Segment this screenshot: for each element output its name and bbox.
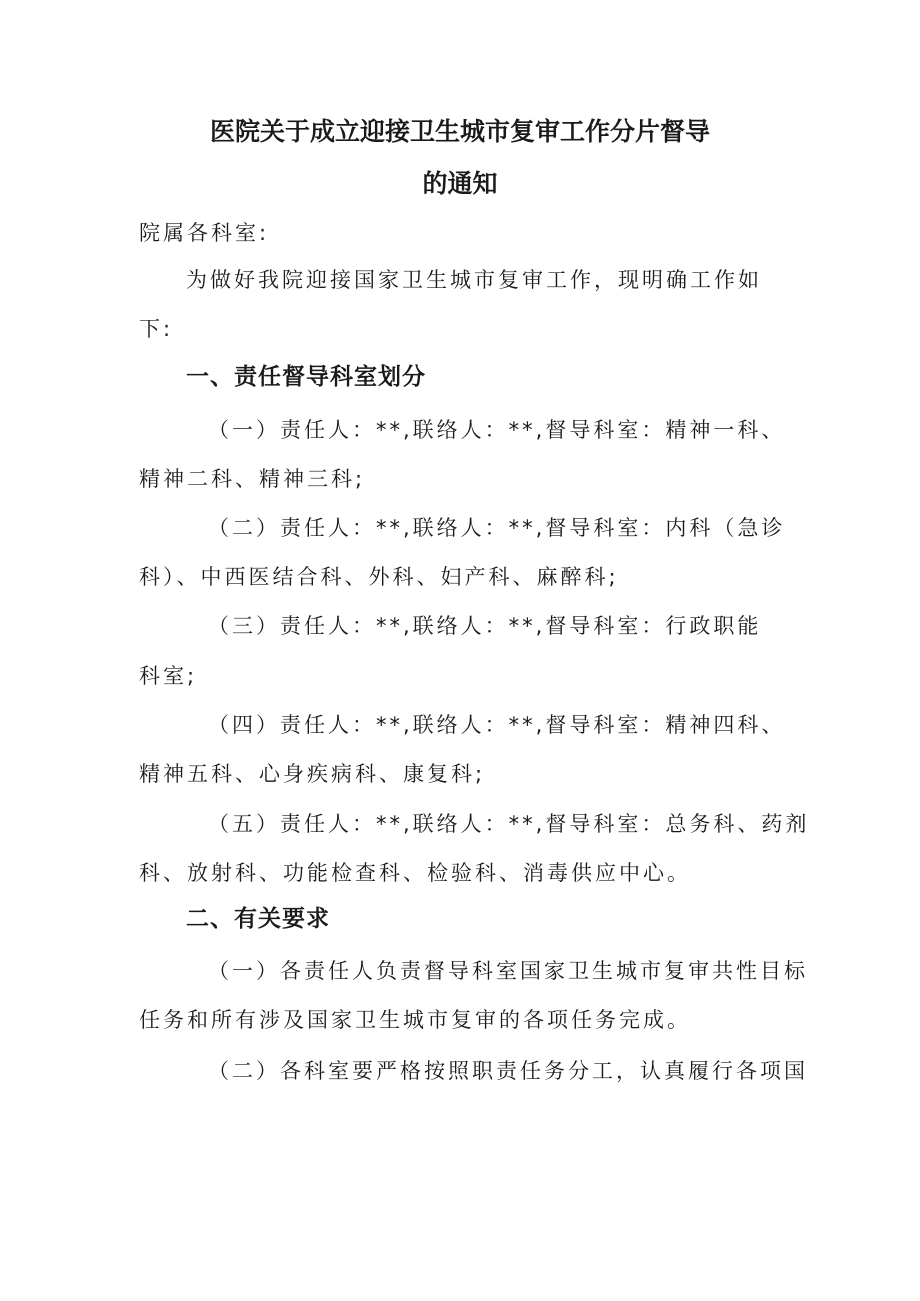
section1-item5-line1: （五）责任人：**,联络人：**,督导科室：总务科、药剂 [208,812,810,836]
section2-item1-line1: （一）各责任人负责督导科室国家卫生城市复审共性目标 [208,959,808,983]
section1-item4-line1: （四）责任人：**,联络人：**,督导科室：精神四科、 [208,713,786,737]
section1-item1-line2: 精神二科、精神三科; [139,467,366,491]
section1-item2-line1: （二）责任人：**,联络人：**,督导科室：内科（急诊 [208,516,786,540]
section1-item3-line2: 科室; [139,664,198,688]
section1-item3-line1: （三）责任人：**,联络人：**,督导科室：行政职能 [208,614,762,638]
section2-item2-line1: （二）各科室要严格按照职责任务分工，认真履行各项国 [208,1059,808,1083]
salutation: 院属各科室: [139,221,270,245]
section1-item4-line2: 精神五科、心身疾病科、康复科; [139,762,486,786]
section2-heading: 二、有关要求 [186,906,330,932]
section1-item1-line1: （一）责任人：**,联络人：**,督导科室：精神一科、 [208,418,786,442]
intro-line1: 为做好我院迎接国家卫生城市复审工作，现明确工作如 [186,268,762,292]
section1-item2-line2: 科）、中西医结合科、外科、妇产科、麻醉科; [139,565,619,589]
section2-item1-line2: 任务和所有涉及国家卫生城市复审的各项任务完成。 [139,1008,691,1032]
document-title-line2: 的通知 [422,169,498,198]
document-title-line1: 医院关于成立迎接卫生城市复审工作分片督导 [209,117,710,146]
section1-item5-line2: 科、放射科、功能检查科、检验科、消毒供应中心。 [139,861,691,885]
section1-heading: 一、责任督导科室划分 [186,364,426,390]
intro-line2: 下: [139,317,174,341]
